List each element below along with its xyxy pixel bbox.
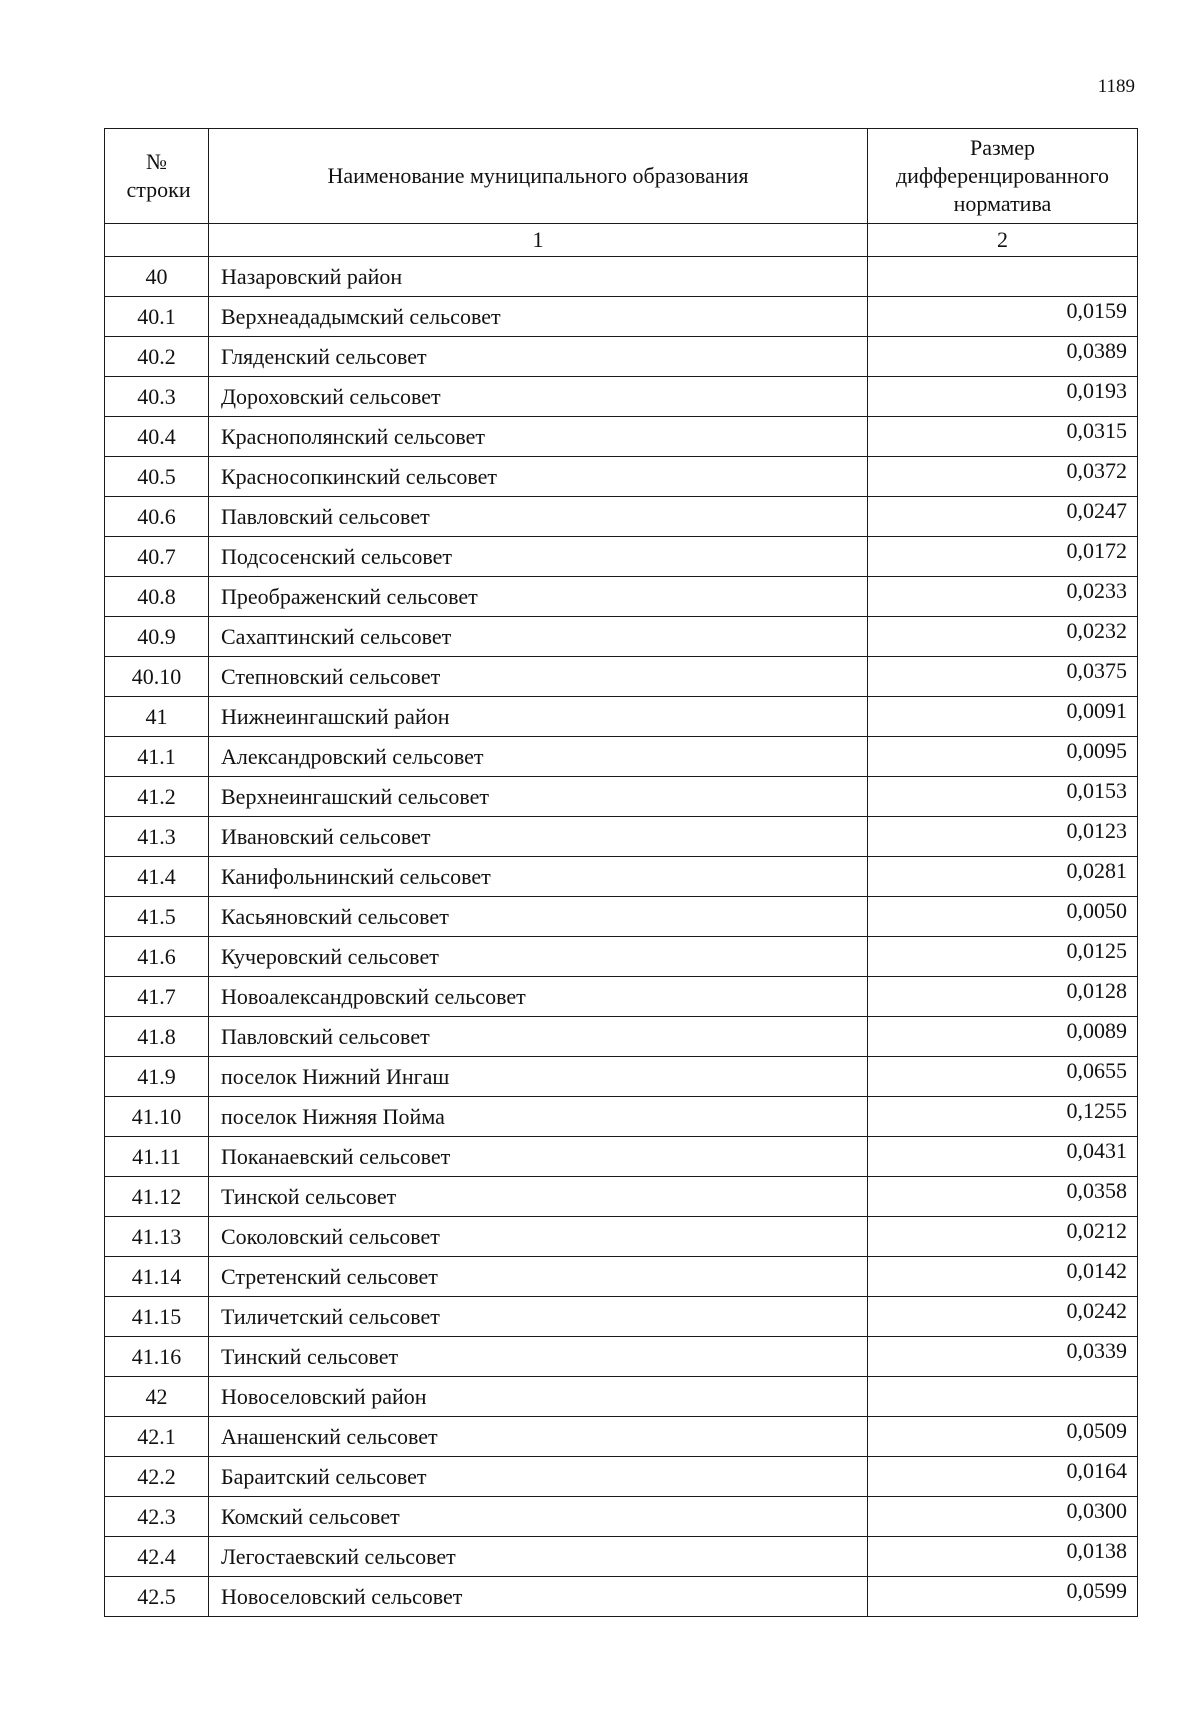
normative-value-cell: 0,0599 (868, 1577, 1138, 1617)
table-row (105, 1537, 1138, 1577)
normative-value-cell: 0,0138 (868, 1537, 1138, 1577)
normative-value-cell: 0,0233 (868, 577, 1138, 617)
table-row (105, 577, 1138, 617)
row-number-cell: 42.3 (105, 1497, 209, 1537)
row-number-cell: 42.4 (105, 1537, 209, 1577)
municipality-name-cell: Павловский сельсовет (209, 1017, 868, 1057)
row-number-cell: 42.5 (105, 1577, 209, 1617)
row-number-cell: 41.2 (105, 777, 209, 817)
row-number-cell: 41.4 (105, 857, 209, 897)
row-number-cell: 40.10 (105, 657, 209, 697)
normative-value-cell: 0,0193 (868, 377, 1138, 417)
row-number-cell: 41.3 (105, 817, 209, 857)
table-row (105, 1297, 1138, 1337)
municipality-name-cell: Гляденский сельсовет (209, 337, 868, 377)
table-row (105, 417, 1138, 457)
table-row (105, 1177, 1138, 1217)
table-row (105, 897, 1138, 937)
table-row (105, 937, 1138, 977)
normative-value-cell: 0,0159 (868, 297, 1138, 337)
row-number-cell: 41.1 (105, 737, 209, 777)
table-row (105, 1257, 1138, 1297)
table-row (105, 1497, 1138, 1537)
normative-value-cell: 0,0164 (868, 1457, 1138, 1497)
municipality-name-cell: Легостаевский сельсовет (209, 1537, 868, 1577)
table-row (105, 737, 1138, 777)
municipality-name-cell: Анашенский сельсовет (209, 1417, 868, 1457)
table-row (105, 1577, 1138, 1617)
row-number-cell: 40.2 (105, 337, 209, 377)
normative-value-cell: 0,0389 (868, 337, 1138, 377)
table-row (105, 1377, 1138, 1417)
municipality-name-cell: Бараитский сельсовет (209, 1457, 868, 1497)
normative-value-cell (868, 1377, 1138, 1417)
row-number-cell: 40.6 (105, 497, 209, 537)
row-number-cell: 41.5 (105, 897, 209, 937)
normative-value-cell: 0,0050 (868, 897, 1138, 937)
table-row (105, 1337, 1138, 1377)
row-number-cell: 41 (105, 697, 209, 737)
normative-value-cell: 0,0372 (868, 457, 1138, 497)
header-municipality-name: Наименование муниципального образования (209, 129, 868, 224)
column-number-row (105, 224, 1138, 257)
row-number-cell: 41.7 (105, 977, 209, 1017)
normative-value-cell: 0,0091 (868, 697, 1138, 737)
municipality-name-cell: Соколовский сельсовет (209, 1217, 868, 1257)
row-number-cell: 41.9 (105, 1057, 209, 1097)
row-number-cell: 42 (105, 1377, 209, 1417)
row-number-cell: 42.2 (105, 1457, 209, 1497)
municipality-name-cell: поселок Нижняя Пойма (209, 1097, 868, 1137)
municipality-name-cell: Краснополянский сельсовет (209, 417, 868, 457)
municipality-name-cell: Кучеровский сельсовет (209, 937, 868, 977)
row-number-cell: 41.12 (105, 1177, 209, 1217)
municipality-name-cell: Сахаптинский сельсовет (209, 617, 868, 657)
row-number-cell: 41.6 (105, 937, 209, 977)
table-row (105, 337, 1138, 377)
normative-value-cell: 0,0242 (868, 1297, 1138, 1337)
table-row (105, 1457, 1138, 1497)
row-number-cell: 40.1 (105, 297, 209, 337)
normative-value-cell: 0,0431 (868, 1137, 1138, 1177)
table-body (105, 257, 1138, 1617)
row-number-cell: 40.8 (105, 577, 209, 617)
row-number-cell: 41.10 (105, 1097, 209, 1137)
header-normative-size-label: Размер дифференцированного норматива (895, 135, 1110, 216)
normative-value-cell: 0,0247 (868, 497, 1138, 537)
table-row (105, 497, 1138, 537)
table-row (105, 777, 1138, 817)
municipality-name-cell: Степновский сельсовет (209, 657, 868, 697)
normative-value-cell: 0,0172 (868, 537, 1138, 577)
municipality-name-cell: Комский сельсовет (209, 1497, 868, 1537)
municipality-name-cell: Нижнеингашский район (209, 697, 868, 737)
table-row (105, 1217, 1138, 1257)
normative-value-cell: 0,0655 (868, 1057, 1138, 1097)
municipality-name-cell: Канифольнинский сельсовет (209, 857, 868, 897)
normatives-table (104, 128, 1138, 1617)
normative-value-cell: 0,0153 (868, 777, 1138, 817)
municipality-name-cell: Верхнеингашский сельсовет (209, 777, 868, 817)
row-number-cell: 40.7 (105, 537, 209, 577)
municipality-name-cell: Стретенский сельсовет (209, 1257, 868, 1297)
table-row (105, 977, 1138, 1017)
municipality-name-cell: Подсосенский сельсовет (209, 537, 868, 577)
header-normative-size (868, 129, 1138, 224)
row-number-cell: 41.14 (105, 1257, 209, 1297)
row-number-cell: 41.15 (105, 1297, 209, 1337)
row-number-cell: 42.1 (105, 1417, 209, 1457)
municipality-name-cell: Новоселовский район (209, 1377, 868, 1417)
column-number-0 (105, 224, 209, 257)
column-number-2: 2 (868, 224, 1138, 257)
municipality-name-cell: поселок Нижний Ингаш (209, 1057, 868, 1097)
header-row-number-label: № строки (126, 149, 191, 202)
column-number-1: 1 (209, 224, 868, 257)
normative-value-cell: 0,0232 (868, 617, 1138, 657)
municipality-name-cell: Тиличетский сельсовет (209, 1297, 868, 1337)
municipality-name-cell: Дороховский сельсовет (209, 377, 868, 417)
municipality-name-cell: Касьяновский сельсовет (209, 897, 868, 937)
normative-value-cell: 0,0339 (868, 1337, 1138, 1377)
normative-value-cell: 0,0300 (868, 1497, 1138, 1537)
municipality-name-cell: Ивановский сельсовет (209, 817, 868, 857)
normative-value-cell: 0,0281 (868, 857, 1138, 897)
normative-value-cell: 0,0375 (868, 657, 1138, 697)
table-row (105, 537, 1138, 577)
normative-value-cell: 0,0358 (868, 1177, 1138, 1217)
row-number-cell: 40.9 (105, 617, 209, 657)
table-row (105, 1097, 1138, 1137)
row-number-cell: 41.13 (105, 1217, 209, 1257)
municipality-name-cell: Преображенский сельсовет (209, 577, 868, 617)
table-row (105, 1017, 1138, 1057)
table-row (105, 377, 1138, 417)
normative-value-cell (868, 257, 1138, 297)
table-row (105, 697, 1138, 737)
municipality-name-cell: Поканаевский сельсовет (209, 1137, 868, 1177)
normative-value-cell: 0,0125 (868, 937, 1138, 977)
table-row (105, 817, 1138, 857)
municipality-name-cell: Тинский сельсовет (209, 1337, 868, 1377)
table-row (105, 857, 1138, 897)
normative-value-cell: 0,0142 (868, 1257, 1138, 1297)
normative-value-cell: 0,0123 (868, 817, 1138, 857)
row-number-cell: 40.4 (105, 417, 209, 457)
normative-value-cell: 0,0212 (868, 1217, 1138, 1257)
table-row (105, 257, 1138, 297)
municipality-name-cell: Новоселовский сельсовет (209, 1577, 868, 1617)
normative-value-cell: 0,0315 (868, 417, 1138, 457)
table-header (105, 129, 1138, 257)
municipality-name-cell: Красносопкинский сельсовет (209, 457, 868, 497)
municipality-name-cell: Тинской сельсовет (209, 1177, 868, 1217)
table-row (105, 617, 1138, 657)
header-row (105, 129, 1138, 224)
table-row (105, 1057, 1138, 1097)
header-row-number (105, 129, 209, 224)
table-row (105, 1137, 1138, 1177)
normative-value-cell: 0,1255 (868, 1097, 1138, 1137)
municipality-name-cell: Александровский сельсовет (209, 737, 868, 777)
table-row (105, 457, 1138, 497)
row-number-cell: 40.3 (105, 377, 209, 417)
municipality-name-cell: Верхнеададымский сельсовет (209, 297, 868, 337)
row-number-cell: 40.5 (105, 457, 209, 497)
normative-value-cell: 0,0509 (868, 1417, 1138, 1457)
page-number: 1189 (1097, 76, 1135, 97)
row-number-cell: 41.11 (105, 1137, 209, 1177)
municipality-name-cell: Новоалександровский сельсовет (209, 977, 868, 1017)
municipality-name-cell: Назаровский район (209, 257, 868, 297)
row-number-cell: 41.16 (105, 1337, 209, 1377)
row-number-cell: 40 (105, 257, 209, 297)
table-row (105, 297, 1138, 337)
municipality-name-cell: Павловский сельсовет (209, 497, 868, 537)
normative-value-cell: 0,0095 (868, 737, 1138, 777)
table-row (105, 1417, 1138, 1457)
normative-value-cell: 0,0089 (868, 1017, 1138, 1057)
row-number-cell: 41.8 (105, 1017, 209, 1057)
table-row (105, 657, 1138, 697)
normative-value-cell: 0,0128 (868, 977, 1138, 1017)
